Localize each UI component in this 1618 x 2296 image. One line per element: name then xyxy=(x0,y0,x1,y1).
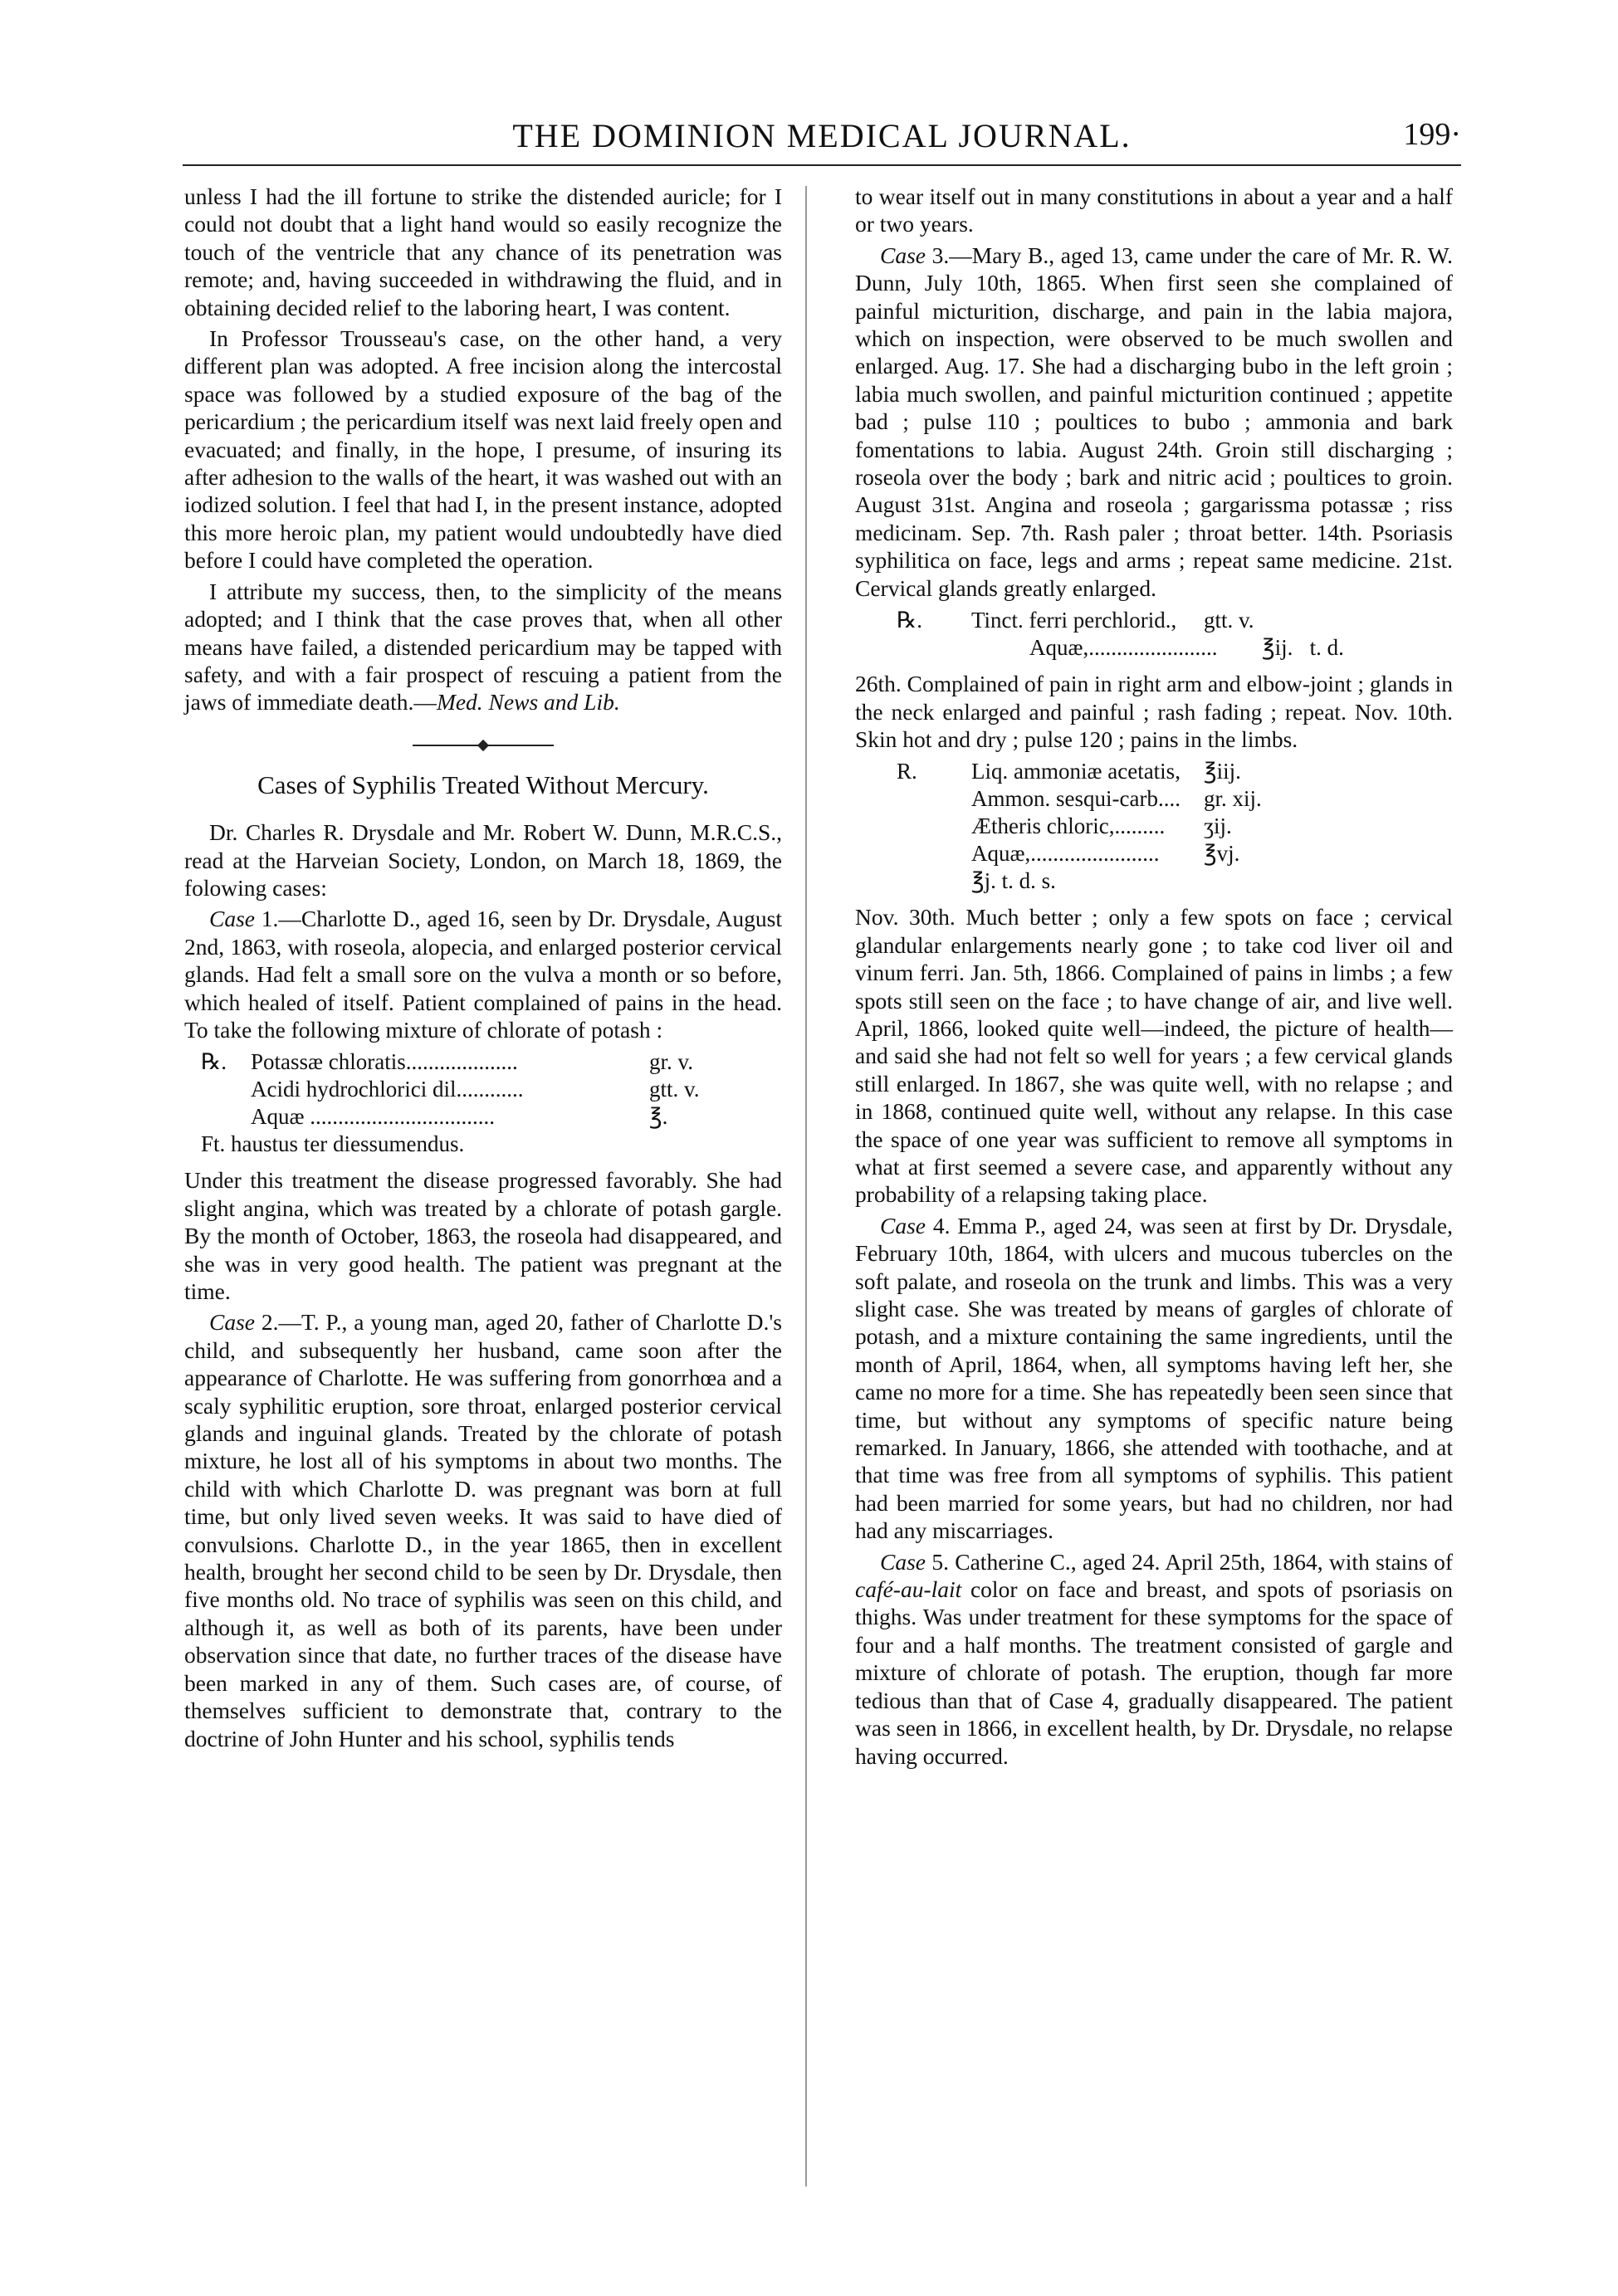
prescription-row xyxy=(855,813,1453,840)
paragraph-text: I attribute my success, then, to the simplicity of the means adopted; and I think that the case proves that, when all other means have failed, a distended pericardium may be tapped with safety, and with a fair prospect of rescuing a patient from the jaws of immediate death.— xyxy=(184,578,782,716)
source-citation: Med. News and Lib. xyxy=(436,689,620,716)
prescription-row xyxy=(184,1076,782,1103)
case-paragraph xyxy=(855,1212,1453,1545)
prescription-ingredient: Ætheris chloric,......... xyxy=(971,813,1166,839)
paragraph: unless I had the ill fortune to strike the distended auricle; for I could not doubt that a light hand would so easily recognize the touch of the ventricle that any chance of its penetration was remote; and, having succeeded in withdrawing the fluid, and in obtaining decided relief to the laboring heart, I was content. xyxy=(184,183,782,320)
header-rule xyxy=(183,164,1461,166)
case-label: Case xyxy=(209,906,255,932)
prescription-directions: ℥j. t. d. s. xyxy=(971,868,1056,894)
prescription-ingredient: Aquæ ................................. xyxy=(251,1104,496,1130)
right-column xyxy=(855,183,1453,1773)
prescription-directions: Ft. haustus ter diessumendus. xyxy=(201,1131,465,1157)
prescription-row xyxy=(184,1048,782,1076)
prescription-row xyxy=(855,785,1453,813)
paragraph: to wear itself out in many constitutions in about a year and a half or two years. xyxy=(855,183,1453,237)
case-paragraph xyxy=(184,1308,782,1752)
case-label: Case xyxy=(880,1548,926,1575)
prescription-ingredient: Tinct. ferri perchlorid., xyxy=(971,608,1177,633)
prescription-ingredient: Aquæ,....................... xyxy=(971,841,1160,867)
italic-term: café-au-lait xyxy=(855,1576,962,1603)
case-text: color on face and breast, and spots of psoriasis on thighs. Was under treatment for these symptoms for the space of four and a half months. The treatment consisted of gargle and mixture of chlorate of potash. The eruption, though far more tedious than that of Case 4, gradually disappeared. The patient was seen in 1866, in excellent health, by Dr. Drysdale, no relapse having occurred. xyxy=(855,1576,1453,1769)
prescription xyxy=(184,1048,782,1158)
case-text: 1.—Charlotte D., aged 16, seen by Dr. Drysdale, August 2nd, 1863, with roseola, alopecia, and enlarged posterior cervical glands. Had felt a small sore on the vulva a month or so before, which healed of itself. Patient complained of pains in the head. To take the following mixture of chlorate of potash : xyxy=(184,906,782,1043)
case-text: 2.—T. P., a young man, aged 20, father of Charlotte D.'s child, and subsequently her husband, came soon after the appearance of Charlotte. He was suffering from gonorrhœa and a scaly syphilitic eruption, sore throat, enlarged posterior cervical glands and inguinal glands. Treated by the chlorate of potash mixture, he lost all of his symptoms in about two months. The child with which Charlotte D. was pregnant was born at full time, but only lived seven weeks. It was said to have died of convulsions. Charlotte D., in the year 1865, then in excellent health, brought her second child to be seen by Dr. Drysdale, then five months old. No trace of syphilis was seen on this child, and although it, as well as both of its parents, have been under observation since that date, no further traces of the disease have been marked in any of them. Such cases are, of course, of themselves sufficient to demonstrate that, contrary to the doctrine of John Hunter and his school, syphilis tends xyxy=(184,1309,782,1751)
prescription-dose: gr. v. xyxy=(649,1049,693,1075)
page-number: 199· xyxy=(1403,117,1461,152)
case-text: 5. Catherine C., aged 24. April 25th, 1864, with stains of xyxy=(926,1548,1453,1575)
prescription xyxy=(855,607,1453,662)
prescription-row xyxy=(184,1103,782,1131)
paragraph: Dr. Charles R. Drysdale and Mr. Robert W. Dunn, M.R.C.S., read at the Harveian Society, London, on March 18, 1869, the folowing cases: xyxy=(184,819,782,901)
prescription-row xyxy=(855,840,1453,867)
prescription-dose: ℥ij. t. d. xyxy=(1262,635,1344,661)
paragraph: 26th. Complained of pain in right arm and elbow-joint ; glands in the neck enlarged and painful ; rash fading ; repeat. Nov. 10th. Skin hot and dry ; pulse 120 ; pains in the limbs. xyxy=(855,671,1453,752)
page-header xyxy=(183,116,1461,158)
prescription-dose: ʒij. xyxy=(1204,813,1232,839)
prescription-ingredient: Ammon. sesqui-carb.... xyxy=(971,786,1181,812)
prescription-ingredient: Liq. ammoniæ acetatis, xyxy=(971,759,1181,784)
paragraph xyxy=(184,578,782,716)
case-paragraph xyxy=(855,1548,1453,1770)
case-paragraph xyxy=(855,242,1453,602)
case-label: Case xyxy=(209,1309,255,1336)
prescription xyxy=(855,758,1453,895)
recipe-symbol: R. xyxy=(897,759,917,784)
recipe-symbol: ℞. xyxy=(201,1049,227,1075)
prescription-dose: gtt. v. xyxy=(1204,608,1254,633)
prescription-ingredient: Potassæ chloratis.................... xyxy=(251,1049,518,1075)
prescription-dose: ℥. xyxy=(649,1104,668,1130)
prescription-dose: ℥iij. xyxy=(1204,759,1241,784)
paragraph: In Professor Trousseau's case, on the other hand, a very different plan was adopted. A free incision along the intercostal space was followed by a studied exposure of the bag of the pericardium ; the pericardium itself was next laid freely open and evacuated; and finally, in the hope, I presume, of insuring its after adhesion to the walls of the heart, it was washed out with an iodized solution. I feel that had I, in the present instance, adopted this more heroic plan, my patient would undoubtedly have died before I could have completed the operation. xyxy=(184,325,782,574)
prescription-row xyxy=(855,758,1453,785)
prescription-dose: gr. xij. xyxy=(1204,786,1262,812)
journal-title: THE DOMINION MEDICAL JOURNAL. xyxy=(512,117,1132,154)
paragraph: Nov. 30th. Much better ; only a few spots on face ; cervical glandular enlargements nearly gone ; to take cod liver oil and vinum ferri. Jan. 5th, 1866. Complained of pains in limbs ; a few spots still seen on the face ; to have change of air, and live well. April, 1866, looked quite well—indeed, the picture of health—and said she had not felt so well for years ; a few cervical glands still enlarged. In 1867, she was quite well, with no relapse ; and in 1868, continued quite well, without any relapse. In this case the space of one year was sufficient to remove all symptoms in what at first seemed a severe case, and apparently without any probability of a relapsing taking place. xyxy=(855,904,1453,1208)
case-label: Case xyxy=(880,1212,926,1238)
prescription-row xyxy=(855,634,1453,662)
left-column xyxy=(184,183,782,1756)
case-paragraph xyxy=(184,905,782,1043)
prescription-row xyxy=(855,607,1453,634)
recipe-symbol: ℞. xyxy=(897,608,922,633)
case-text: 4. Emma P., aged 24, was seen at first by Dr. Drysdale, February 10th, 1864, with ulcers and mucous tubercles on the soft palate, and roseola on the trunk and limbs. This was a very slight case. She was treated by means of gargles of chlorate of potash, and a mixture containing the same ingredients, until the month of April, 1864, when, all symptoms having left her, she came no more for a time. She has repeatedly been seen since that time, but without any symptoms of specific nature being remarked. In January, 1866, she attended with toothache, and at that time was free from all symptoms of syphilis. This patient had been married for some years, but had no children, nor had had any miscarriages. xyxy=(855,1212,1453,1544)
section-heading: Cases of Syphilis Treated Without Mercury. xyxy=(257,769,709,799)
column-divider xyxy=(805,186,807,2186)
case-label: Case xyxy=(880,242,926,268)
prescription-dose: gtt. v. xyxy=(649,1077,700,1102)
prescription-dose: ℥vj. xyxy=(1204,841,1240,867)
prescription-ingredient: Aquæ,....................... xyxy=(1029,635,1218,661)
paragraph: Under this treatment the disease progressed favorably. She had slight angina, which was treated by a chlorate of potash gargle. By the month of October, 1863, the roseola had disappeared, and she was in very good health. The patient was pregnant at the time. xyxy=(184,1167,782,1304)
section-separator xyxy=(413,745,554,746)
case-text: 3.—Mary B., aged 13, came under the care of Mr. R. W. Dunn, July 10th, 1865. When first seen she complained of painful micturition, discharge, and pain in the labia majora, which on inspection, were observed to be much swollen and enlarged. Aug. 17. She had a discharging bubo in the left groin ; labia much swollen, and painful micturition continued ; appetite bad ; pulse 110 ; poultices to bubo ; ammonia and bark fomentations to labia. August 24th. Groin still discharging ; roseola over the body ; bark and nitric acid ; poultices to groin. August 31st. Angina and roseola ; gargarissma potassæ ; riss medicinam. Sep. 7th. Rash paler ; throat better. 14th. Psoriasis syphilitica on face, legs and arms ; repeat same medicine. 21st. Cervical glands greatly enlarged. xyxy=(855,242,1453,601)
prescription-ingredient: Acidi hydrochlorici dil............ xyxy=(251,1077,524,1102)
